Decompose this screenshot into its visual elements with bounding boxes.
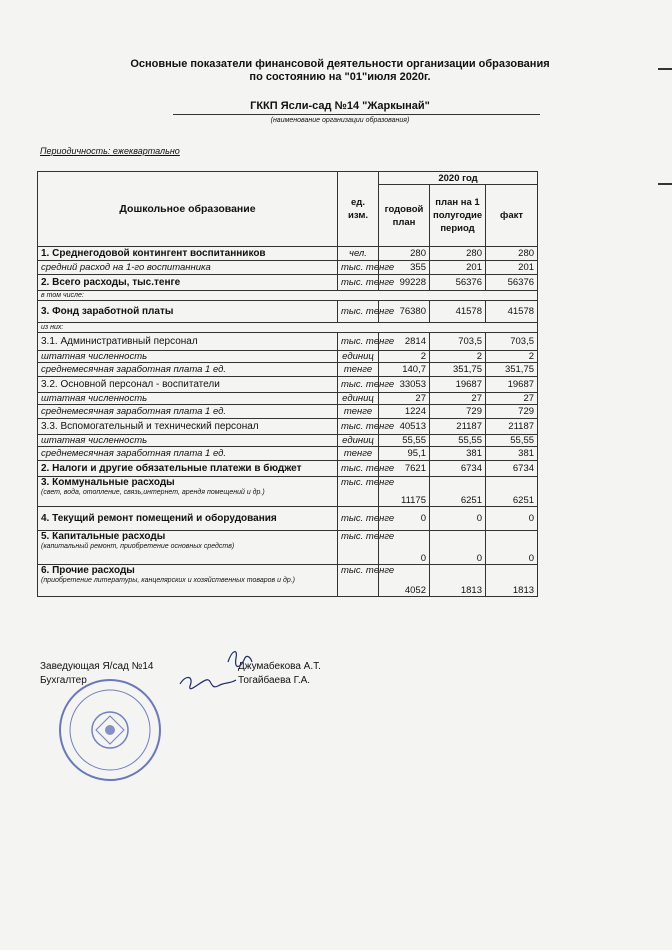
row-value-fact: 1813	[486, 565, 538, 597]
document-title	[40, 58, 640, 84]
row-unit: тыс. тенге	[338, 301, 379, 323]
organization-underline	[173, 114, 540, 115]
row-unit: единиц	[338, 351, 379, 363]
row-value-fact: 280	[486, 247, 538, 261]
row-value-fact: 0	[486, 531, 538, 565]
row-value-fact: 201	[486, 261, 538, 275]
row-value-half: 55,55	[430, 435, 486, 447]
row-unit: тыс. тенге	[338, 275, 379, 291]
row-unit: единиц	[338, 435, 379, 447]
col-header-fact: факт	[486, 185, 538, 247]
row-unit: тенге	[338, 405, 379, 419]
table-row	[38, 275, 538, 291]
table-row	[38, 363, 538, 377]
row-unit: тыс. тенге	[338, 477, 379, 507]
row-unit: тыс. тенге	[338, 461, 379, 477]
row-subtitle: (приобретение литературы, канцелярских и хозяйственных товаров и др.)	[41, 577, 295, 584]
scan-edge-mark	[658, 183, 672, 185]
row-value-fact: 2	[486, 351, 538, 363]
row-value-fact: 55,55	[486, 435, 538, 447]
col-header-plan-year: годовой план	[379, 185, 430, 247]
col-header-unit: ед. изм.	[338, 172, 379, 247]
table-row	[38, 435, 538, 447]
row-value-fact: 381	[486, 447, 538, 461]
row-value-half: 2	[430, 351, 486, 363]
row-value-fact: 6734	[486, 461, 538, 477]
col-header-plan-half: план на 1 полугодие период	[430, 185, 486, 247]
table-row	[38, 377, 538, 393]
table-row	[38, 393, 538, 405]
row-unit: тенге	[338, 447, 379, 461]
table-row	[38, 261, 538, 275]
row-value-half: 0	[430, 531, 486, 565]
row-name: 3. Коммунальные расходы (свет, вода, отопление, связь,интернет, арендя помещений и др.)	[38, 477, 338, 507]
row-value-plan: 140,7	[379, 363, 430, 377]
row-value-fact: 6251	[486, 477, 538, 507]
row-value-half: 703,5	[430, 333, 486, 351]
row-value-half: 381	[430, 447, 486, 461]
row-value-plan: 40513	[379, 419, 430, 435]
title-line-1: Основные показатели финансовой деятельности организации образования	[130, 58, 550, 70]
table-row	[38, 477, 538, 507]
row-name: 1. Среднегодовой контингент воспитанников	[38, 247, 338, 261]
accountant-name: Тогайбаева Г.А.	[238, 675, 311, 686]
row-value-fact: 0	[486, 507, 538, 531]
title-line-2: по состоянию на "01"июля 2020г.	[249, 71, 431, 83]
row-unit: тыс. тенге	[338, 419, 379, 435]
row-value-fact: 351,75	[486, 363, 538, 377]
periodicity-label: Периодичность: ежеквартально	[40, 146, 180, 156]
row-unit: тыс. тенге	[338, 261, 379, 275]
row-value-fact: 729	[486, 405, 538, 419]
table-row	[38, 323, 538, 333]
row-unit: тыс. тенге	[338, 531, 379, 565]
row-value-half: 280	[430, 247, 486, 261]
row-value-fact: 703,5	[486, 333, 538, 351]
row-value-half: 21187	[430, 419, 486, 435]
row-unit: чел.	[338, 247, 379, 261]
organization-caption: (наименование организации образования)	[270, 117, 410, 124]
row-value-plan: 99228	[379, 275, 430, 291]
table-row	[38, 301, 538, 323]
row-name: средний расход на 1-го воспитанника	[38, 261, 338, 275]
row-value-plan: 33053	[379, 377, 430, 393]
col-header-name: Дошкольное образование	[38, 172, 338, 247]
row-name: 3.3. Вспомогательный и технический персонал	[38, 419, 338, 435]
row-value-half: 729	[430, 405, 486, 419]
row-value-half: 41578	[430, 301, 486, 323]
row-name: 3.1. Административный персонал	[38, 333, 338, 351]
row-name: в том числе:	[38, 291, 538, 301]
row-name: среднемесячная заработная плата 1 ед.	[38, 405, 338, 419]
row-value-fact: 21187	[486, 419, 538, 435]
row-value-plan: 280	[379, 247, 430, 261]
row-value-plan: 355	[379, 261, 430, 275]
row-unit: тенге	[338, 363, 379, 377]
row-name: 6. Прочие расходы (приобретение литературы, канцелярских и хозяйственных товаров и др.)	[38, 565, 338, 597]
row-value-plan: 55,55	[379, 435, 430, 447]
table-row	[38, 351, 538, 363]
handwritten-signatures	[160, 640, 280, 700]
row-unit: тыс. тенге	[338, 507, 379, 531]
row-value-plan: 7621	[379, 461, 430, 477]
row-name: среднемесячная заработная плата 1 ед.	[38, 363, 338, 377]
row-value-plan: 0	[379, 531, 430, 565]
row-value-plan: 27	[379, 393, 430, 405]
row-value-half: 56376	[430, 275, 486, 291]
row-value-plan: 4052	[379, 565, 430, 597]
row-name: среднемесячная заработная плата 1 ед.	[38, 447, 338, 461]
table-row	[38, 419, 538, 435]
table-row	[38, 333, 538, 351]
scan-edge-mark	[658, 68, 672, 70]
table-row	[38, 461, 538, 477]
row-subtitle: (капитальный ремонт, приобретение основных средств)	[41, 543, 235, 550]
row-value-fact: 41578	[486, 301, 538, 323]
table-row	[38, 447, 538, 461]
row-name: из них:	[38, 323, 538, 333]
row-name: штатная численность	[38, 393, 338, 405]
row-value-plan: 76380	[379, 301, 430, 323]
official-stamp	[40, 668, 170, 778]
row-value-plan: 2814	[379, 333, 430, 351]
row-value-plan: 11175	[379, 477, 430, 507]
row-name: 4. Текущий ремонт помещений и оборудования	[38, 507, 338, 531]
row-value-plan: 2	[379, 351, 430, 363]
row-value-plan: 95,1	[379, 447, 430, 461]
head-title: Заведующая Я/сад №14	[40, 661, 154, 672]
row-value-half: 351,75	[430, 363, 486, 377]
row-value-plan: 0	[379, 507, 430, 531]
row-unit: единиц	[338, 393, 379, 405]
row-value-half: 1813	[430, 565, 486, 597]
row-name: штатная численность	[38, 435, 338, 447]
row-name: 5. Капитальные расходы (капитальный ремонт, приобретение основных средств)	[38, 531, 338, 565]
table-row	[38, 291, 538, 301]
row-value-fact: 56376	[486, 275, 538, 291]
row-name: штатная численность	[38, 351, 338, 363]
row-value-half: 6734	[430, 461, 486, 477]
row-name: 2. Всего расходы, тыс.тенге	[38, 275, 338, 291]
row-name: 2. Налоги и другие обязательные платежи в бюджет	[38, 461, 338, 477]
row-name: 3.2. Основной персонал - воспитатели	[38, 377, 338, 393]
row-value-half: 0	[430, 507, 486, 531]
col-header-year: 2020 год	[379, 172, 538, 185]
table-row	[38, 565, 538, 597]
table-row	[38, 247, 538, 261]
row-value-plan: 1224	[379, 405, 430, 419]
row-value-fact: 27	[486, 393, 538, 405]
row-value-fact: 19687	[486, 377, 538, 393]
row-value-half: 201	[430, 261, 486, 275]
organization-name: ГККП Ясли-сад №14 "Жаркынай"	[250, 100, 430, 112]
table-row	[38, 405, 538, 419]
row-unit: тыс. тенге	[338, 377, 379, 393]
row-value-half: 27	[430, 393, 486, 405]
row-subtitle: (свет, вода, отопление, связь,интернет, арендя помещений и др.)	[41, 489, 265, 496]
table-row	[38, 507, 538, 531]
row-value-half: 19687	[430, 377, 486, 393]
accountant-title: Бухгалтер	[40, 675, 87, 686]
financial-table	[37, 171, 538, 597]
row-unit: тыс. тенге	[338, 565, 379, 597]
row-name: 3. Фонд заработной платы	[38, 301, 338, 323]
table-row	[38, 531, 538, 565]
row-value-half: 6251	[430, 477, 486, 507]
row-unit: тыс. тенге	[338, 333, 379, 351]
head-name: Джумабекова А.Т.	[238, 661, 321, 672]
table-body	[38, 247, 538, 597]
